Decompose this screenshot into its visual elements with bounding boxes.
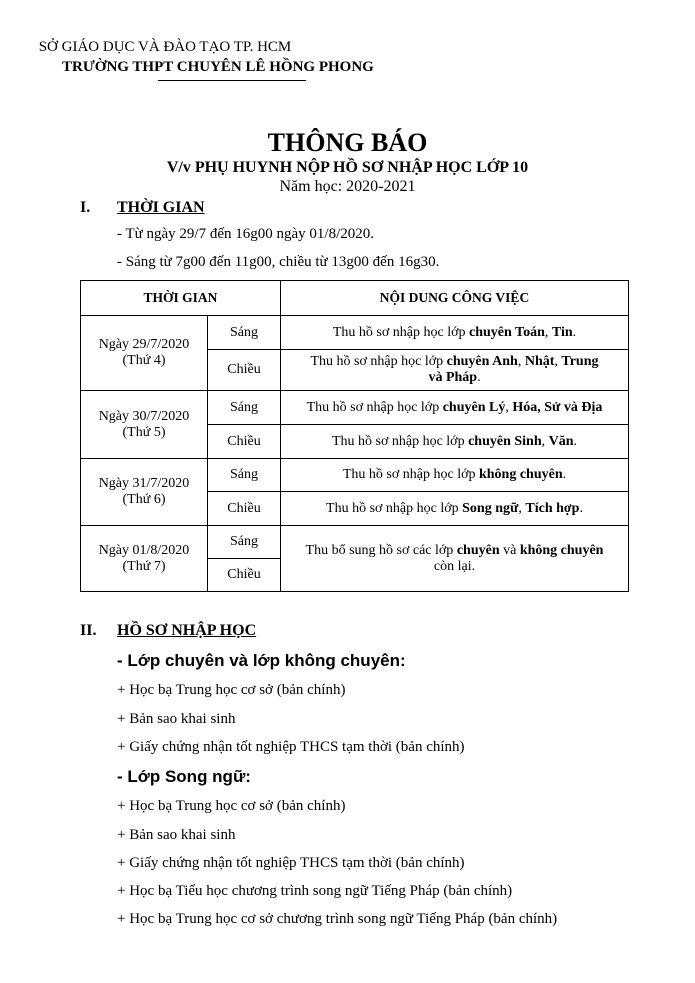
document-subtitle: V/v PHỤ HUYNH NỘP HỒ SƠ NHẬP HỌC LỚP 10 — [166, 159, 529, 176]
session-afternoon: Chiều — [208, 350, 281, 391]
date: Ngày 29/7/2020 — [98, 337, 190, 352]
list-item: + Học bạ Trung học cơ sở chương trình song ngữ Tiếng Pháp (bản chính) — [117, 911, 558, 927]
date: Ngày 01/8/2020 — [98, 542, 190, 558]
content-cell: Thu hồ sơ nhập học lớp chuyên Anh, Nhật, Trung và Pháp. — [281, 350, 629, 391]
list-item: + Bản sao khai sinh — [117, 711, 236, 727]
content-cell: Thu hồ sơ nhập học lớp chuyên Toán, Tin. — [281, 316, 629, 350]
list-item: + Giấy chứng nhận tốt nghiệp THCS tạm thời (bản chính) — [117, 739, 465, 755]
session-morning: Sáng — [208, 391, 281, 425]
list-item: + Học bạ Tiểu học chương trình song ngữ Tiếng Pháp (bản chính) — [117, 883, 513, 899]
content-cell: Thu hồ sơ nhập học lớp Song ngữ, Tích hợp. — [281, 492, 629, 526]
weekday: (Thứ 6) — [122, 492, 166, 507]
department-name: SỞ GIÁO DỤC VÀ ĐÀO TẠO TP. HCM — [38, 39, 292, 55]
weekday: (Thứ 7) — [122, 558, 166, 574]
list-item: + Bản sao khai sinh — [117, 827, 236, 843]
document-title: THÔNG BÁO — [267, 128, 428, 157]
content-cell: Thu bổ sung hồ sơ các lớp chuyên và không chuyên còn lại. — [281, 526, 629, 592]
section1-title: THỜI GIAN — [117, 199, 205, 216]
header-content: NỘI DUNG CÔNG VIỆC — [281, 281, 629, 316]
school-year: Năm học: 2020-2021 — [279, 178, 416, 195]
date-cell — [81, 391, 208, 459]
content-cell: Thu hồ sơ nhập học lớp chuyên Sinh, Văn. — [281, 425, 629, 459]
header-underline — [158, 80, 306, 81]
group2-heading: - Lớp Song ngữ: — [117, 767, 251, 786]
session-afternoon: Chiều — [208, 559, 281, 592]
section2-number: II. — [80, 622, 97, 639]
section2-title: HỒ SƠ NHẬP HỌC — [117, 622, 257, 639]
session-morning: Sáng — [208, 316, 281, 350]
date-cell — [81, 459, 208, 526]
header-time: THỜI GIAN — [81, 281, 281, 316]
session-afternoon: Chiều — [208, 425, 281, 459]
weekday: (Thứ 4) — [122, 353, 166, 368]
weekday: (Thứ 5) — [122, 424, 166, 440]
table-header-row — [81, 281, 629, 316]
school-name: TRƯỜNG THPT CHUYÊN LÊ HỒNG PHONG — [62, 59, 374, 75]
date: Ngày 30/7/2020 — [98, 408, 190, 424]
time-line-2: - Sáng từ 7g00 đến 11g00, chiều từ 13g00 đến 16g30. — [117, 254, 440, 270]
table-row — [81, 459, 629, 492]
list-item: + Giấy chứng nhận tốt nghiệp THCS tạm thời (bản chính) — [117, 855, 465, 871]
table-row — [81, 391, 629, 425]
time-line-1: - Từ ngày 29/7 đến 16g00 ngày 01/8/2020. — [117, 226, 374, 242]
schedule-table — [80, 280, 629, 592]
table-row — [81, 526, 629, 559]
content-cell: Thu hồ sơ nhập học lớp chuyên Lý, Hóa, Sử và Địa — [281, 391, 629, 425]
date: Ngày 31/7/2020 — [98, 476, 190, 491]
list-item: + Học bạ Trung học cơ sở (bản chính) — [117, 682, 346, 698]
date-cell — [81, 316, 208, 391]
session-morning: Sáng — [208, 459, 281, 492]
group1-heading: - Lớp chuyên và lớp không chuyên: — [117, 651, 406, 670]
table-row — [81, 316, 629, 350]
content-cell: Thu hồ sơ nhập học lớp không chuyên. — [281, 459, 629, 492]
date-cell — [81, 526, 208, 592]
session-morning: Sáng — [208, 526, 281, 559]
list-item: + Học bạ Trung học cơ sở (bản chính) — [117, 798, 346, 814]
session-afternoon: Chiều — [208, 492, 281, 526]
section1-number: I. — [80, 199, 91, 216]
